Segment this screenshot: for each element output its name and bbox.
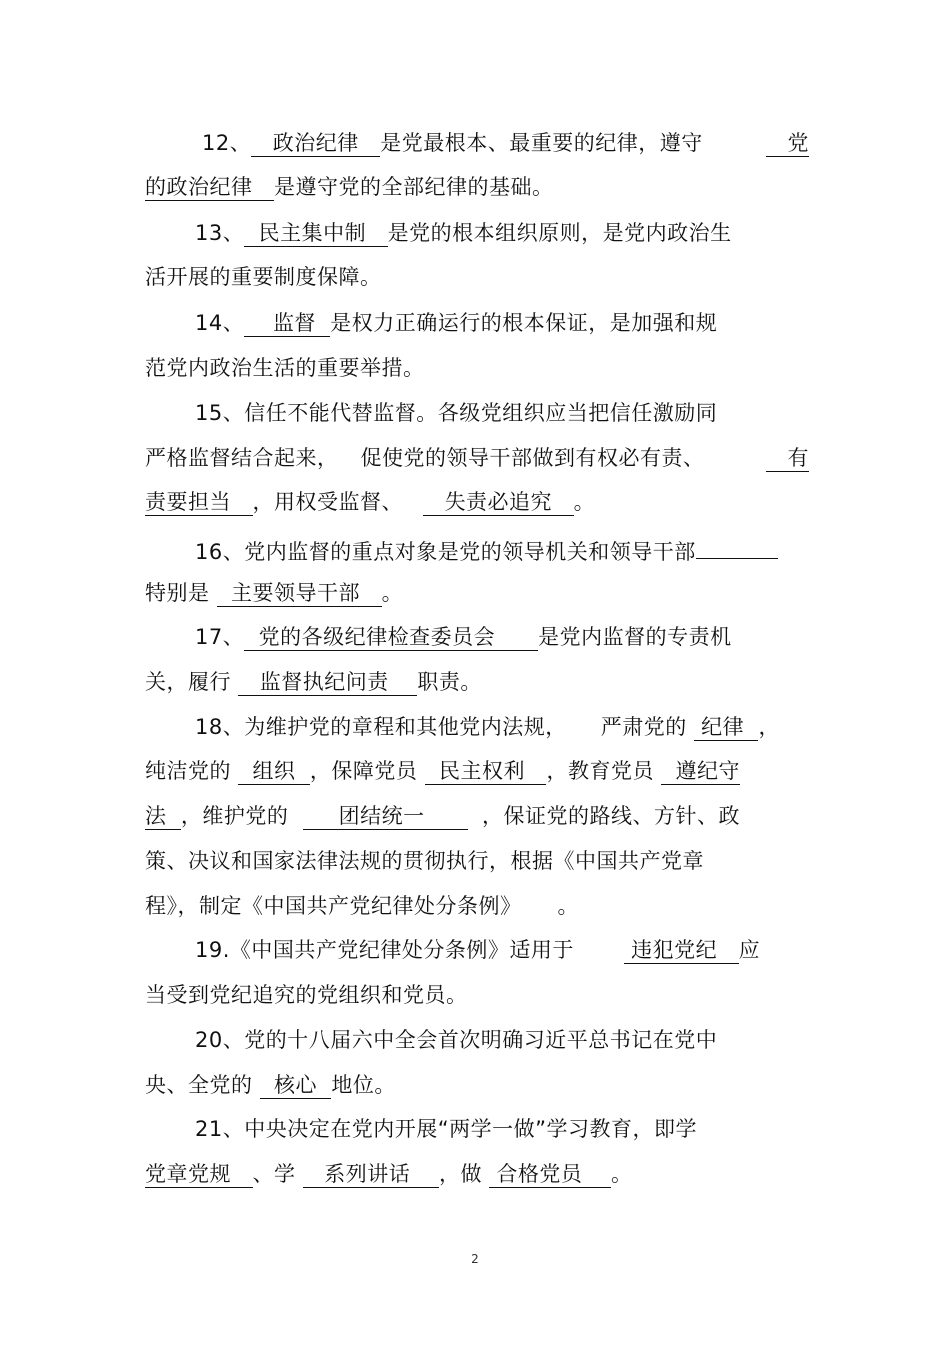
q20-text-2: 央、全党的: [145, 1073, 253, 1097]
q18-answer-4b: 法: [145, 804, 181, 830]
q12-answer-2a: 党: [766, 128, 809, 158]
q21-answer-1: 党章党规: [145, 1162, 253, 1188]
q18-line-5: [145, 891, 579, 921]
q14-text-1: 是权力正确运行的根本保证，是加强和规: [330, 311, 718, 335]
q18-answer-3: 民主权利: [425, 759, 547, 785]
q15-text-2: 严格监督结合起来，: [145, 446, 339, 470]
q20-line-2: [145, 1070, 396, 1100]
q20-line-1: 20、党的十八届六中全会首次明确习近平总书记在党中: [195, 1028, 718, 1052]
q16-text-3: 。: [381, 581, 404, 605]
q19-line-1: [195, 935, 760, 965]
q18-answer-1: 纪律: [694, 715, 759, 741]
q15-text-4: ，用权受监督、: [252, 490, 404, 514]
q18-text-10: 程》，制定《中国共产党纪律处分条例》: [145, 894, 522, 918]
q19-answer-1: 违犯党纪: [624, 938, 739, 964]
q12-text-1: 是党最根本、最重要的纪律，遵守: [380, 131, 703, 155]
q17-text-3: 职责。: [417, 670, 482, 694]
q13-number: 13、: [195, 221, 245, 245]
q14-line-2: 范党内政治生活的重要举措。: [145, 356, 425, 380]
q16-text-1: 16、党内监督的重点对象是党的领导机关和领导干部: [195, 540, 696, 564]
q15-text-5: 。: [573, 490, 596, 514]
q16-line-2: [145, 578, 403, 608]
q18-text-4: 纯洁党的: [145, 759, 231, 783]
q14-number: 14、: [195, 311, 245, 335]
q18-answer-4a: 遵纪守: [661, 759, 740, 785]
q13-line-2: 活开展的重要制度保障。: [145, 265, 382, 289]
q17-number: 17、: [195, 625, 245, 649]
q13-answer-1: 民主集中制: [244, 221, 387, 247]
q18-text-3: ，: [758, 715, 780, 739]
q17-answer-1: 党的各级纪律检查委员会: [244, 625, 538, 651]
q15-answer-1b: 责要担当: [145, 490, 253, 516]
q19-text-2: 应: [738, 938, 761, 962]
q21-line-1: 21、中央决定在党内开展“两学一做”学习教育，即学: [195, 1117, 697, 1141]
q17-text-2: 关，履行: [145, 670, 231, 694]
q20-text-3: 地位。: [331, 1073, 396, 1097]
q17-text-1: 是党内监督的专责机: [538, 625, 732, 649]
q18-line-3: [145, 801, 740, 831]
q21-text-2: 、学: [252, 1162, 296, 1186]
q16-blank-1: [696, 533, 778, 559]
q18-answer-2: 组织: [238, 759, 310, 785]
q21-answer-3: 合格党员: [489, 1162, 611, 1188]
q15-line-3: [145, 487, 595, 517]
q17-line-2: [145, 667, 482, 697]
q18-line-2: [145, 756, 740, 786]
q18-line-4: 策、决议和国家法律法规的贯彻执行，根据《中国共产党章: [145, 849, 704, 873]
page-number: 2: [471, 1252, 479, 1266]
q18-text-6: ，教育党员: [546, 759, 654, 783]
q14-line-1: [195, 308, 717, 338]
q17-line-1: [195, 622, 732, 652]
q20-answer-1: 核心: [260, 1073, 332, 1099]
q13-line-1: [195, 218, 732, 248]
q16-answer-1: 主要领导干部: [217, 581, 382, 607]
q21-text-3: ，做: [438, 1162, 482, 1186]
q18-answer-5: 团结统一: [303, 804, 468, 830]
q15-answer-2: 失责必追究: [423, 490, 574, 516]
q19-line-2: 当受到党纪追究的党组织和党员。: [145, 983, 468, 1007]
q18-text-7: ，维护党的: [180, 804, 289, 828]
q18-text-2: 严肃党的: [600, 715, 687, 739]
q14-answer-1: 监督: [244, 311, 330, 337]
q16-line-1: [195, 533, 778, 563]
q15-line-2: [145, 443, 705, 473]
q12-answer-1: 政治纪律: [251, 131, 380, 157]
q19-text-1: 19.《中国共产党纪律处分条例》适用于: [195, 938, 574, 962]
q18-line-1: [195, 712, 780, 742]
q15-text-3: 促使党的领导干部做到有权必有责、: [360, 446, 705, 470]
q12-answer-2b: 的政治纪律: [145, 175, 274, 201]
q17-answer-2: 监督执纪问责: [238, 670, 417, 696]
q16-text-2: 特别是: [145, 581, 210, 605]
q18-text-1: 18、为维护党的章程和其他党内法规，: [195, 715, 567, 739]
q18-text-8: ，保证党的路线、方针、政: [482, 804, 741, 828]
q12-line-1: [202, 128, 703, 158]
q15-line-1: 15、信任不能代替监督。各级党组织应当把信任激励同: [195, 401, 718, 425]
q12-number: 12、: [202, 131, 252, 155]
q18-text-5: ，保障党员: [309, 759, 418, 783]
q21-answer-2: 系列讲话: [303, 1162, 439, 1188]
q12-line-2: [145, 172, 554, 202]
q15-answer-1a: 有: [766, 443, 809, 473]
q18-text-11: 。: [557, 894, 579, 918]
q21-text-4: 。: [611, 1162, 633, 1186]
q12-text-2: 是遵守党的全部纪律的基础。: [274, 175, 554, 199]
q13-text-1: 是党的根本组织原则，是党内政治生: [387, 221, 732, 245]
q21-line-2: [145, 1159, 633, 1189]
